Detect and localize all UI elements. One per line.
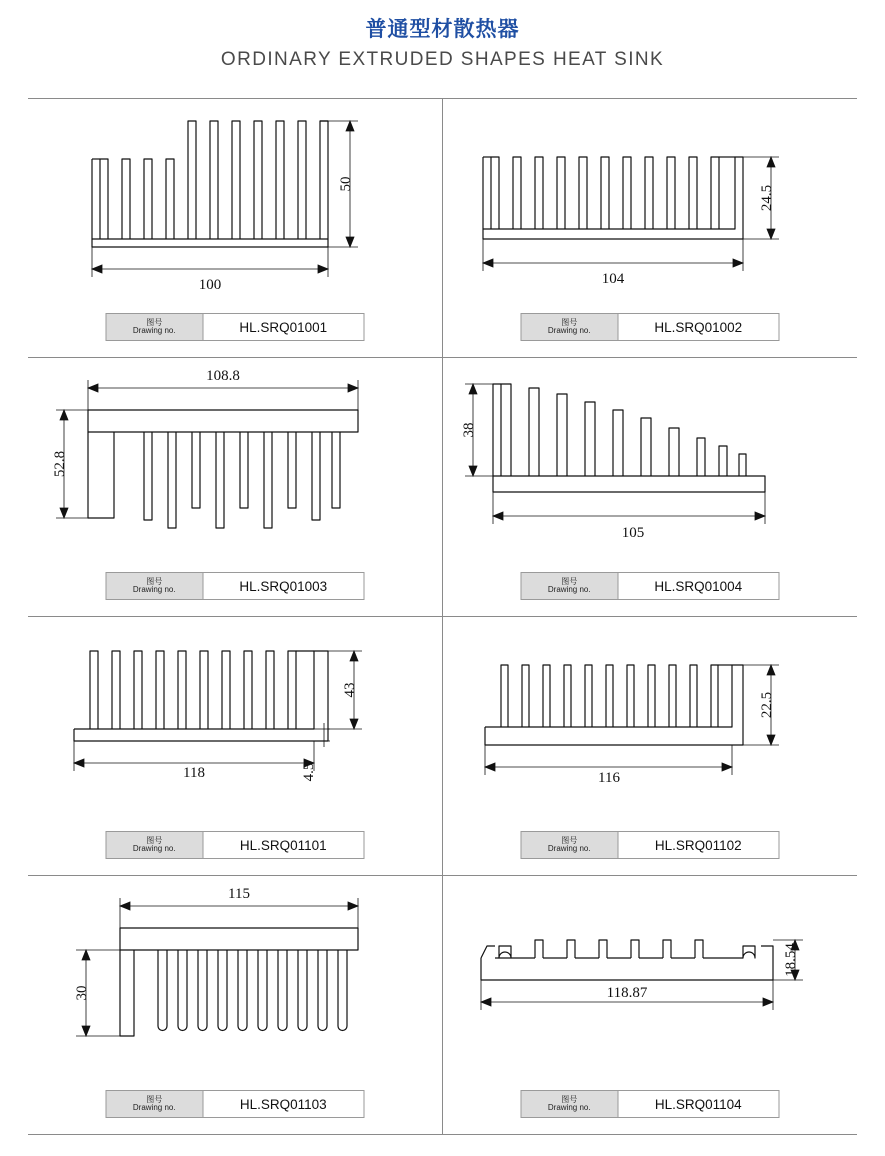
drawing-no-bar-7 bbox=[520, 1090, 779, 1118]
page-title-cn: 普通型材散热器 bbox=[365, 17, 520, 41]
dim-width-4: 118 bbox=[183, 765, 205, 781]
drawing-no-key-en: Drawing no. bbox=[547, 585, 591, 594]
drawing-no-key-cn: 图号 bbox=[561, 835, 578, 845]
product-cell-7 bbox=[443, 876, 858, 1134]
technical-drawing-2 bbox=[28, 358, 442, 563]
dim-height-3: 38 bbox=[460, 422, 477, 438]
dim-width-5: 116 bbox=[597, 770, 620, 786]
drawing-no-key-2 bbox=[106, 573, 203, 599]
drawing-no-key-en: Drawing no. bbox=[547, 844, 591, 853]
drawing-no-value-4: HL.SRQ01101 bbox=[203, 832, 363, 858]
drawing-no-key-cn: 图号 bbox=[146, 1094, 163, 1104]
drawing-no-key-5 bbox=[521, 832, 618, 858]
drawing-no-key-cn: 图号 bbox=[146, 576, 163, 586]
drawing-no-value-0: HL.SRQ01001 bbox=[203, 314, 363, 340]
technical-drawing-0 bbox=[28, 99, 442, 304]
drawing-no-bar-6 bbox=[105, 1090, 364, 1118]
grid-row bbox=[28, 876, 857, 1135]
dim-height-6: 30 bbox=[74, 985, 90, 1001]
dim-height-0: 50 bbox=[338, 176, 354, 192]
technical-drawing-4 bbox=[28, 617, 442, 822]
drawing-no-key-en: Drawing no. bbox=[547, 326, 591, 335]
drawing-no-key-cn: 图号 bbox=[561, 317, 578, 327]
drawing-no-value-1: HL.SRQ01002 bbox=[618, 314, 778, 340]
drawing-no-bar-1 bbox=[520, 313, 779, 341]
dim-height-1: 24.5 bbox=[758, 184, 775, 212]
drawing-no-key-7 bbox=[521, 1091, 618, 1117]
drawing-no-key-3 bbox=[521, 573, 618, 599]
drawing-no-key-cn: 图号 bbox=[561, 1094, 578, 1104]
product-cell-0 bbox=[28, 99, 443, 357]
technical-drawing-3 bbox=[443, 358, 858, 563]
drawing-no-key-cn: 图号 bbox=[146, 835, 163, 845]
product-cell-2 bbox=[28, 358, 443, 616]
drawing-no-bar-4 bbox=[105, 831, 364, 859]
technical-drawing-1 bbox=[443, 99, 858, 304]
dim-base-4: 4.5 bbox=[301, 762, 317, 782]
product-cell-3 bbox=[443, 358, 858, 616]
drawing-no-key-1 bbox=[521, 314, 618, 340]
product-cell-1 bbox=[443, 99, 858, 357]
page-header bbox=[0, 0, 885, 71]
drawing-no-key-0 bbox=[106, 314, 203, 340]
drawing-no-key-en: Drawing no. bbox=[132, 1103, 176, 1112]
drawing-no-value-3: HL.SRQ01004 bbox=[618, 573, 778, 599]
product-grid bbox=[28, 98, 857, 1135]
drawing-no-value-5: HL.SRQ01102 bbox=[618, 832, 778, 858]
drawing-no-value-6: HL.SRQ01103 bbox=[203, 1091, 363, 1117]
grid-row bbox=[28, 358, 857, 617]
drawing-no-key-en: Drawing no. bbox=[132, 844, 176, 853]
dim-height-4: 43 bbox=[342, 682, 358, 698]
dim-width-3: 105 bbox=[621, 525, 644, 541]
dim-height-5: 22.5 bbox=[758, 691, 775, 719]
drawing-no-bar-3 bbox=[520, 572, 779, 600]
drawing-no-bar-5 bbox=[520, 831, 779, 859]
dim-width-1: 104 bbox=[601, 271, 624, 287]
product-cell-4 bbox=[28, 617, 443, 875]
drawing-no-key-cn: 图号 bbox=[146, 317, 163, 327]
drawing-no-key-6 bbox=[106, 1091, 203, 1117]
grid-row bbox=[28, 617, 857, 876]
drawing-no-key-en: Drawing no. bbox=[547, 1103, 591, 1112]
dim-width-0: 100 bbox=[198, 277, 222, 293]
drawing-no-value-2: HL.SRQ01003 bbox=[203, 573, 363, 599]
drawing-no-bar-2 bbox=[105, 572, 364, 600]
technical-drawing-6 bbox=[28, 876, 442, 1081]
drawing-no-key-cn: 图号 bbox=[561, 576, 578, 586]
drawing-no-bar-0 bbox=[105, 313, 364, 341]
product-cell-5 bbox=[443, 617, 858, 875]
dim-height-2: 52.8 bbox=[52, 450, 68, 478]
product-cell-6 bbox=[28, 876, 443, 1134]
dim-width-6: 115 bbox=[228, 886, 250, 902]
technical-drawing-5 bbox=[443, 617, 858, 822]
drawing-no-value-7: HL.SRQ01104 bbox=[618, 1091, 778, 1117]
technical-drawing-7 bbox=[443, 876, 858, 1081]
drawing-no-key-4 bbox=[106, 832, 203, 858]
drawing-no-key-en: Drawing no. bbox=[132, 585, 176, 594]
dim-width-2: 108.8 bbox=[206, 368, 240, 384]
dim-width-7: 118.87 bbox=[606, 985, 647, 1001]
grid-row bbox=[28, 99, 857, 358]
dim-height-7: 18.54 bbox=[782, 943, 799, 977]
drawing-no-key-en: Drawing no. bbox=[132, 326, 176, 335]
page-title-en: ORDINARY EXTRUDED SHAPES HEAT SINK bbox=[220, 49, 665, 71]
